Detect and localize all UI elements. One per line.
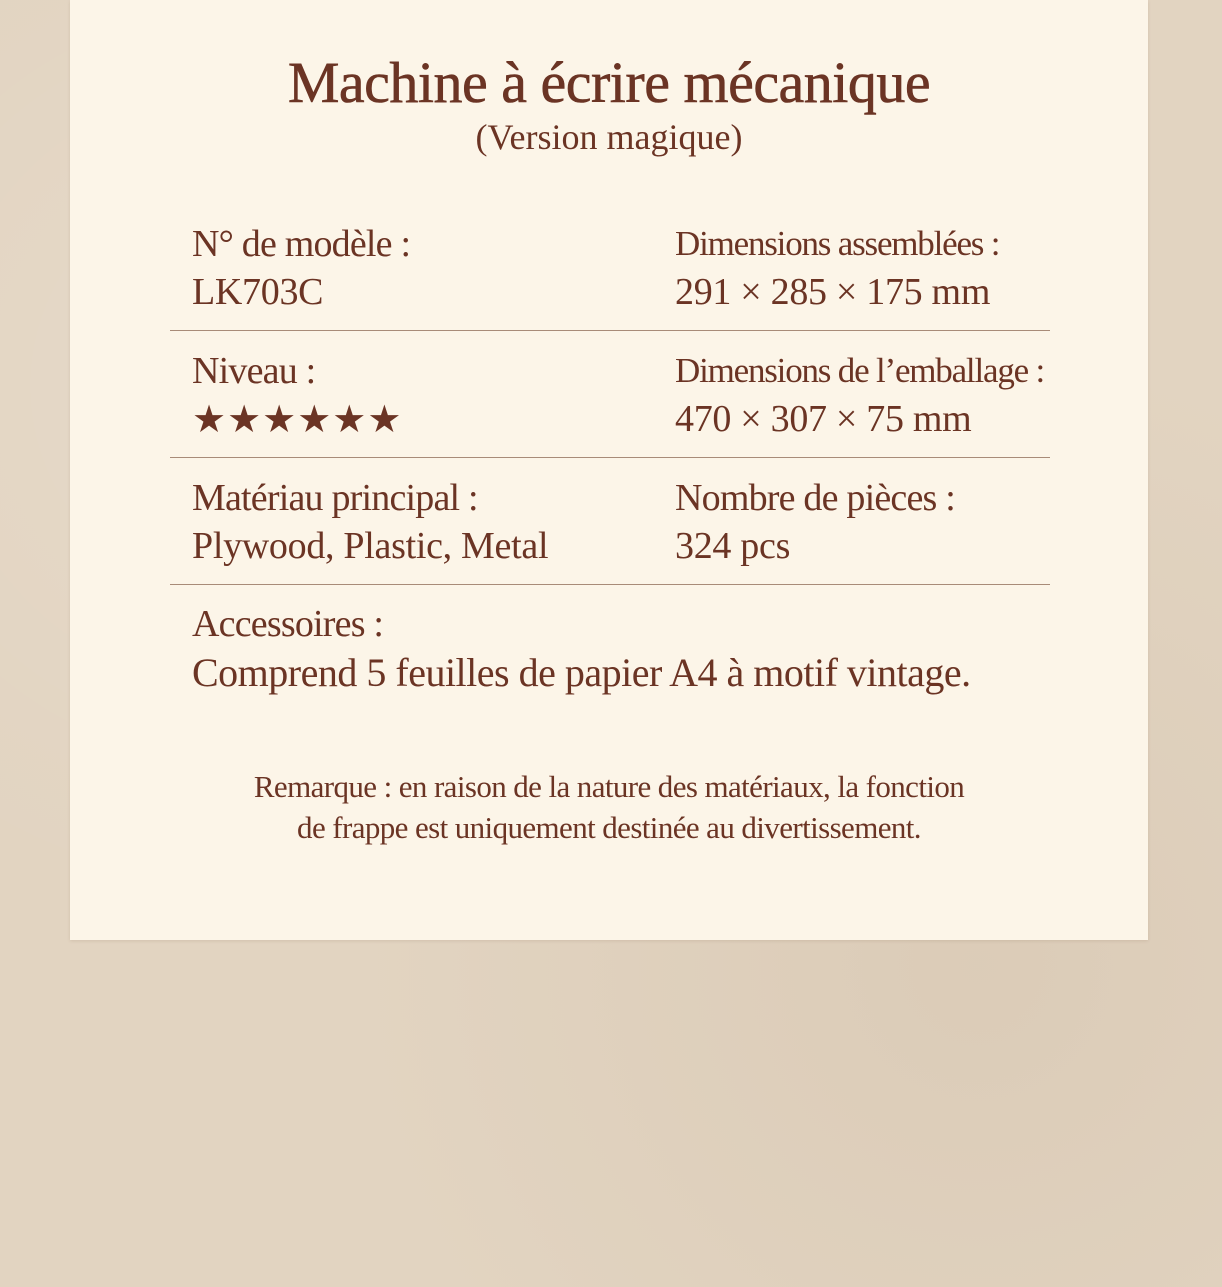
spec-pieces-value: 324 pcs <box>675 525 791 567</box>
spec-accessories <box>192 600 971 698</box>
spec-material <box>192 474 548 570</box>
spec-row <box>170 466 1050 585</box>
spec-assembled-dimensions-value: 291 × 285 × 175 mm <box>675 271 991 313</box>
spec-material-value: Plywood, Plastic, Metal <box>192 525 549 567</box>
spec-accessories-value: Comprend 5 feuilles de papier A4 à motif vintage. <box>192 650 971 695</box>
spec-pieces <box>675 474 955 570</box>
spec-package-dimensions-value: 470 × 307 × 75 mm <box>675 398 972 440</box>
spec-level-label: Niveau : <box>192 350 316 392</box>
spec-package-dimensions-label: Dimensions de l’emballage : <box>675 351 1045 390</box>
spec-assembled-dimensions-label: Dimensions assemblées : <box>675 224 1000 263</box>
spec-pieces-label: Nombre de pièces : <box>675 477 955 519</box>
spec-model-label: N° de modèle : <box>192 223 411 265</box>
spec-material-label: Matériau principal : <box>192 477 478 519</box>
spec-table <box>170 212 1050 585</box>
product-title: Machine à écrire mécanique <box>287 50 931 115</box>
disclaimer-line: de frappe est uniquement destinée au divertissement. <box>297 810 921 845</box>
spec-assembled-dimensions <box>675 220 999 316</box>
star-rating-icon: ★★★★★★ <box>192 397 403 441</box>
spec-row <box>170 212 1050 331</box>
disclaimer-note <box>70 766 1148 848</box>
product-spec-card <box>70 0 1148 940</box>
spec-package-dimensions <box>675 347 1044 443</box>
spec-model <box>192 220 410 316</box>
product-subtitle: (Version magique) <box>475 117 743 157</box>
spec-level <box>192 347 402 443</box>
spec-accessories-label: Accessoires : <box>192 603 384 645</box>
spec-model-value: LK703C <box>192 271 324 313</box>
spec-row <box>170 339 1050 458</box>
disclaimer-line: Remarque : en raison de la nature des matériaux, la fonction <box>253 769 965 804</box>
